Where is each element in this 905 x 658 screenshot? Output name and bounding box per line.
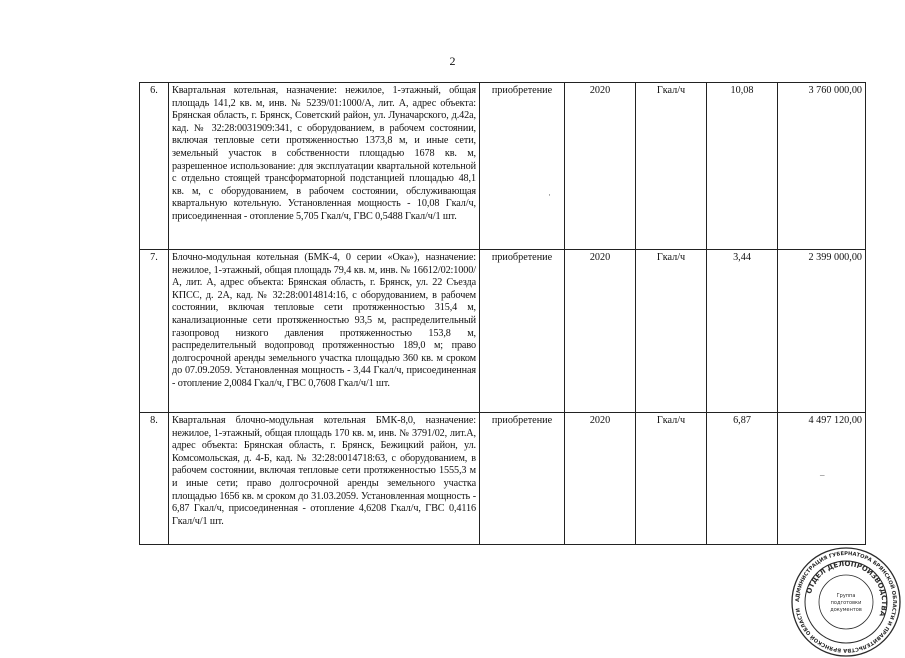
unit-cell: Гкал/ч bbox=[636, 83, 707, 250]
cost-cell: 2 399 000,00 bbox=[778, 250, 866, 413]
page-number: 2 bbox=[449, 54, 456, 68]
svg-text:подготовки: подготовки bbox=[830, 600, 862, 606]
row-number: 8. bbox=[140, 413, 169, 545]
capacity-cell: 10,08 bbox=[707, 83, 778, 250]
svg-text:ОТДЕЛ ДЕЛОПРОИЗВОДСТВА: ОТДЕЛ ДЕЛОПРОИЗВОДСТВА bbox=[805, 559, 889, 618]
cost-cell: 4 497 120,00 bbox=[778, 413, 866, 545]
table-row bbox=[140, 250, 866, 413]
table-row bbox=[140, 413, 866, 545]
table-row bbox=[140, 83, 866, 250]
cost-cell: 3 760 000,00 bbox=[778, 83, 866, 250]
acquisition-type: приобретение bbox=[480, 250, 565, 413]
scan-mark: · bbox=[548, 190, 551, 200]
year-cell: 2020 bbox=[565, 413, 636, 545]
row-number: 7. bbox=[140, 250, 169, 413]
asset-description: Квартальная котельная, назначение: нежилое, 1-этажный, общая площадь 141,2 кв. м, инв. № 5239/01:1000/А, лит. А, адрес объекта: Брянская область, г. Брянск, Советский район, ул. Луначарского, д.42а, кад. № 32:28:0031909:341, с оборудованием, в рабочем состоянии, включая тепловые сети протяженностью 1373,8 м, и иные сети, земельный участок в собственности площадью 1678 кв. м, разрешенное использование: для эксплуатации квартальной котельной с отдельно стоящей трансформаторной подстанцией площадью 48,1 кв. м, с оборудованием, в рабочем состоянии, обслуживающая квартальную котельную. Установленная мощность - 10,08 Гкал/ч, присоединенная - отопление 5,705 Гкал/ч, ГВС 0,5488 Гкал/ч/1 шт. bbox=[169, 83, 480, 250]
svg-text:документов: документов bbox=[830, 607, 862, 613]
department-stamp bbox=[790, 546, 902, 658]
asset-description: Блочно-модульная котельная (БМК-4, 0 серии «Ока»), назначение: нежилое, 1-этажный, общая площадь 79,4 кв. м, инв. № 16612/02:1000/А, лит. А, адрес объекта: Брянская область, г. Брянск, ул. 22 Съезда КПСС, д. 2А, кад. № 32:28:0014814:16, с оборудованием, в рабочем состоянии, включая тепловые сети протяженностью 315,4 м, канализационные сети протяженностью 93,5 м, распределительный газопровод низкого давления протяженностью 153,8 м, распределительный водопровод протяженностью 189,0 м; право долгосрочной аренды земельного участка площадью 360 кв. м сроком до 07.09.2059. Установленная мощность - 3,44 Гкал/ч, присоединенная - отопление 2,0084 Гкал/ч, ГВС 0,7608 Гкал/ч/1 шт. bbox=[169, 250, 480, 413]
asset-description: Квартальная блочно-модульная котельная БМК-8,0, назначение: нежилое, 1-этажный, общая площадь 170 кв. м, инв. № 3791/02, лит.А, адрес объекта: Брянская область, г. Брянск, Бежицкий район, ул. Комсомольская, д. 4-Б, кад. № 32:28:0014718:63, с оборудованием, в рабочем состоянии, включая тепловые сети протяженностью 1555,3 м и иные сети; право долгосрочной аренды земельного участка площадью 1656 кв. м сроком до 31.03.2059. Установленная мощность - 6,87 Гкал/ч, присоединенная - отопление 4,6208 Гкал/ч, ГВС 0,4116 Гкал/ч/1 шт. bbox=[169, 413, 480, 545]
year-cell: 2020 bbox=[565, 250, 636, 413]
assets-table bbox=[139, 82, 866, 545]
acquisition-type: приобретение bbox=[480, 413, 565, 545]
capacity-cell: 6,87 bbox=[707, 413, 778, 545]
capacity-cell: 3,44 bbox=[707, 250, 778, 413]
scan-mark: – bbox=[820, 470, 825, 480]
unit-cell: Гкал/ч bbox=[636, 250, 707, 413]
row-number: 6. bbox=[140, 83, 169, 250]
unit-cell: Гкал/ч bbox=[636, 413, 707, 545]
svg-text:АДМИНИСТРАЦИЯ ГУБЕРНАТОРА БРЯН: АДМИНИСТРАЦИЯ ГУБЕРНАТОРА БРЯНСКОЙ ОБЛАСТИ И ПРАВИТЕЛЬСТВА БРЯНСКОЙ ОБЛАСТИ bbox=[794, 550, 898, 654]
acquisition-type: приобретение bbox=[480, 83, 565, 250]
svg-text:Группа: Группа bbox=[836, 593, 856, 599]
year-cell: 2020 bbox=[565, 83, 636, 250]
